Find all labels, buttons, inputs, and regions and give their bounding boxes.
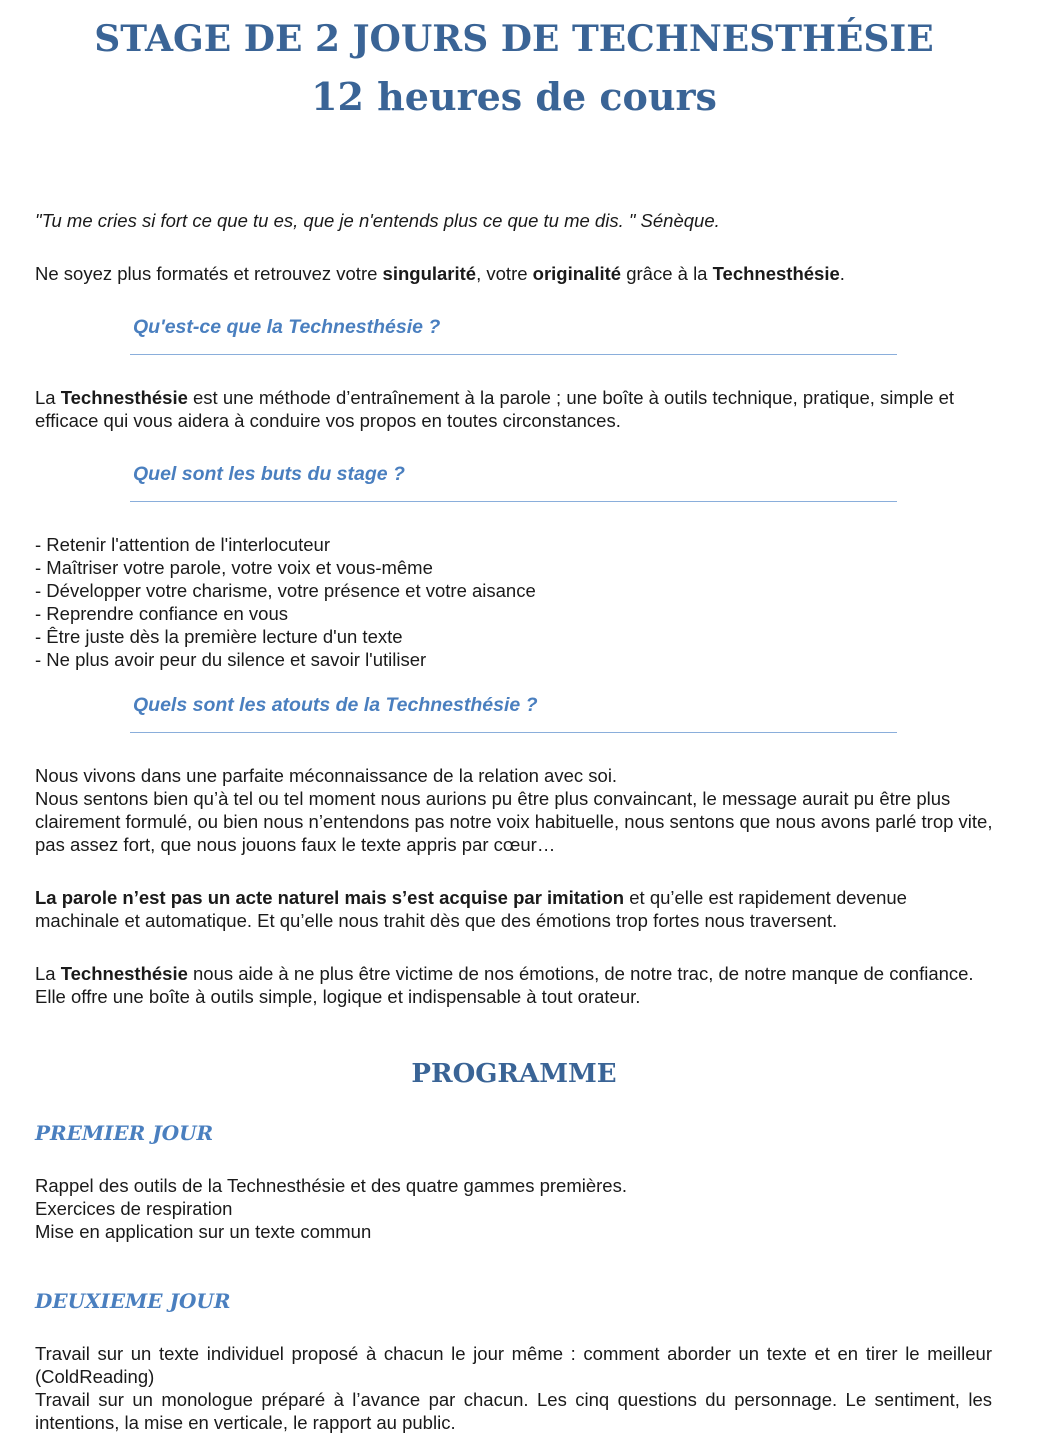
- section-divider: [130, 354, 897, 355]
- assets-paragraph-3: La Technesthésie nous aide à ne plus être victime de nos émotions, de notre trac, de notre manque de confiance. Elle offre une boîte à outils simple, logique et indispensable à tout orateur.: [35, 963, 974, 1007]
- list-item: - Reprendre confiance en vous: [35, 603, 288, 624]
- list-item: Mise en application sur un texte commun: [35, 1221, 372, 1242]
- day2-paragraph-1: Travail sur un texte individuel proposé à chacun le jour même : comment aborder un texte et en tirer le meilleur (ColdReading): [35, 1343, 992, 1387]
- list-item: Exercices de respiration: [35, 1198, 233, 1219]
- section-heading-assets: Quels sont les atouts de la Technesthésie ?: [133, 694, 538, 716]
- section-heading-goals: Quel sont les buts du stage ?: [133, 463, 405, 485]
- list-item: - Maîtriser votre parole, votre voix et vous-même: [35, 557, 433, 578]
- list-item: - Développer votre charisme, votre présence et votre aisance: [35, 580, 536, 601]
- day1-heading: PREMIER JOUR: [35, 1121, 214, 1145]
- quote: "Tu me cries si fort ce que tu es, que je n'entends plus ce que tu me dis. " Sénèque.: [35, 210, 720, 231]
- document-subtitle: 12 heures de cours: [311, 74, 717, 119]
- definition-paragraph: La Technesthésie est une méthode d’entraînement à la parole ; une boîte à outils technique, pratique, simple et efficace qui vous aidera à conduire vos propos en toutes circonstances.: [35, 387, 955, 431]
- day2-heading: DEUXIEME JOUR: [35, 1289, 231, 1313]
- section-heading-what-is: Qu'est-ce que la Technesthésie ?: [133, 316, 441, 338]
- intro-paragraph: Ne soyez plus formatés et retrouvez votre singularité, votre originalité grâce à la Technesthésie.: [35, 263, 845, 284]
- section-divider: [130, 732, 897, 733]
- assets-paragraph-1: Nous vivons dans une parfaite méconnaissance de la relation avec soi. Nous sentons bien qu’à tel ou tel moment nous aurions pu être plus convaincant, le message aurait pu être plus clairement formulé, ou bien nous n’entendons pas notre voix habituelle, nous sentons que nous avons parlé trop vite, pas assez fort, que nous jouons faux le texte appris par cœur…: [35, 765, 993, 855]
- list-item: - Être juste dès la première lecture d'un texte: [35, 626, 403, 647]
- assets-paragraph-2: La parole n’est pas un acte naturel mais s’est acquise par imitation et qu’elle est rapidement devenue machinale et automatique. Et qu’elle nous trahit dès que des émotions trop fortes nous traversent.: [35, 887, 907, 931]
- programme-heading: PROGRAMME: [411, 1059, 617, 1089]
- list-item: Rappel des outils de la Technesthésie et des quatre gammes premières.: [35, 1175, 627, 1196]
- day2-paragraph-2: Travail sur un monologue préparé à l’avance par chacun. Les cinq questions du personnage. Le sentiment, les intentions, la mise en verticale, le rapport au public.: [35, 1389, 992, 1433]
- list-item: - Ne plus avoir peur du silence et savoir l'utiliser: [35, 649, 427, 670]
- list-item: - Retenir l'attention de l'interlocuteur: [35, 534, 330, 555]
- section-divider: [130, 501, 897, 502]
- document-title: STAGE DE 2 JOURS DE TECHNESTHÉSIE: [94, 18, 934, 60]
- day1-content: [35, 1174, 627, 1243]
- goals-list: [35, 533, 536, 671]
- day2-content: [35, 1342, 992, 1434]
